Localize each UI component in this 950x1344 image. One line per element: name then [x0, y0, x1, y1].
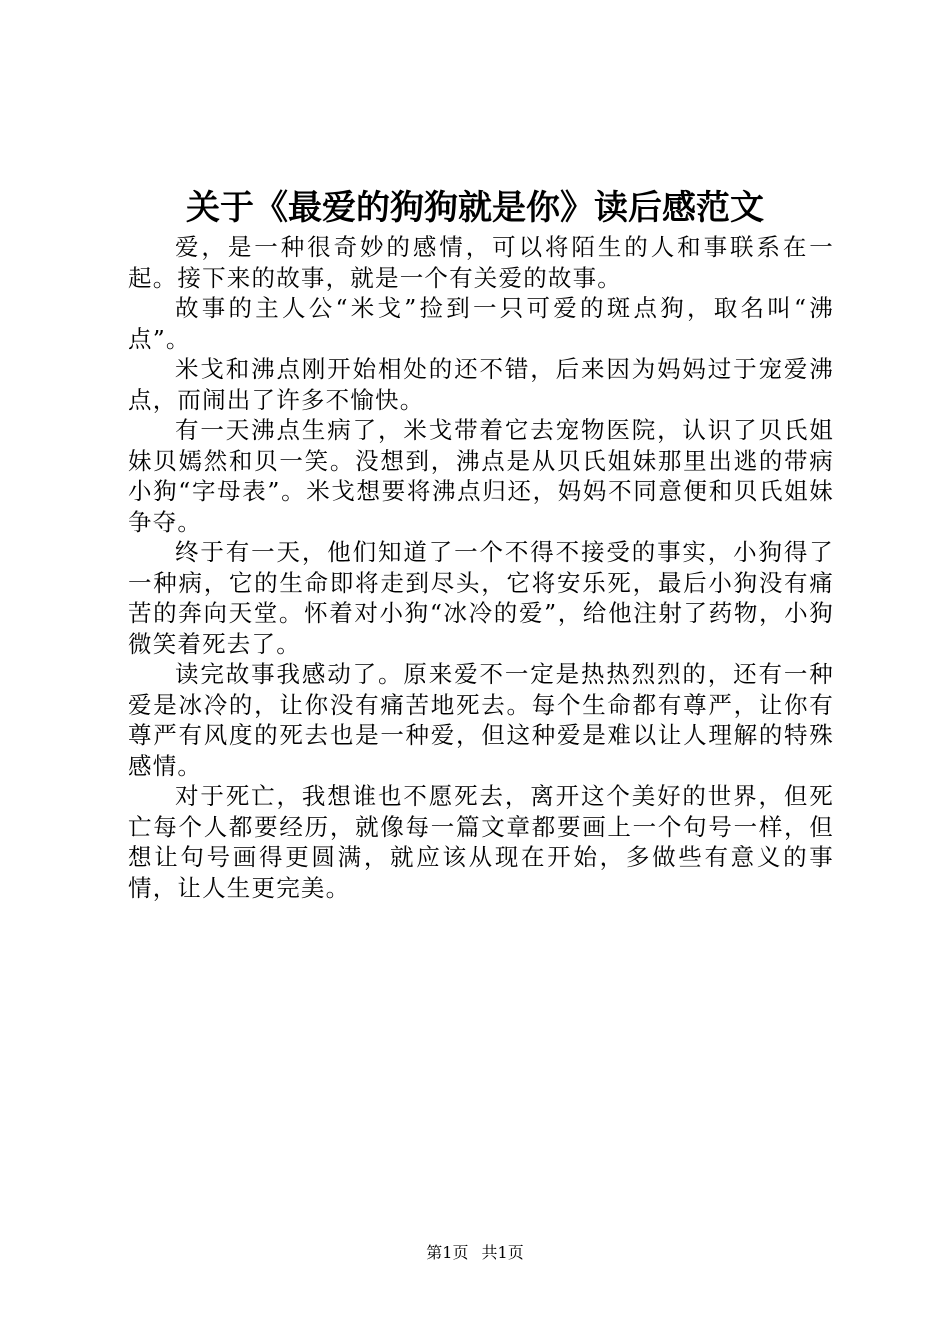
paragraph-7: 对于死亡，我想谁也不愿死去，离开这个美好的世界，但死亡每个人都要经历，就像每一篇文章都要画上一个句号一样，但想让句号画得更圆满，就应该从现在开始，多做些有意义的事情，让人生更完美。: [128, 782, 834, 902]
paragraph-3: 米戈和沸点刚开始相处的还不错，后来因为妈妈过于宠爱沸点，而闹出了许多不愉快。: [128, 355, 834, 414]
page-number-current: 第1页: [426, 1243, 469, 1262]
document-body: [128, 232, 834, 903]
paragraph-4: 有一天沸点生病了，米戈带着它去宠物医院，认识了贝氏姐妹贝嫣然和贝一笑。没想到，沸点是从贝氏姐妹那里出逃的带病小狗“字母表”。米戈想要将沸点归还，妈妈不同意便和贝氏姐妹争夺。: [128, 416, 834, 536]
page-footer: [0, 1243, 950, 1263]
paragraph-5: 终于有一天，他们知道了一个不得不接受的事实，小狗得了一种病，它的生命即将走到尽头，它将安乐死，最后小狗没有痛苦的奔向天堂。怀着对小狗“冰冷的爱”，给他注射了药物，小狗微笑着死去了。: [128, 538, 834, 658]
page-number-total: 共1页: [481, 1243, 524, 1262]
paragraph-2: 故事的主人公“米戈”捡到一只可爱的斑点狗，取名叫“沸点”。: [128, 294, 834, 353]
paragraph-1: 爱，是一种很奇妙的感情，可以将陌生的人和事联系在一起。接下来的故事，就是一个有关爱的故事。: [128, 233, 834, 292]
paragraph-6: 读完故事我感动了。原来爱不一定是热热烈烈的，还有一种爱是冰冷的，让你没有痛苦地死去。每个生命都有尊严，让你有尊严有风度的死去也是一种爱，但这种爱是难以让人理解的特殊感情。: [128, 660, 834, 780]
document-title: 关于《最爱的狗狗就是你》读后感范文: [186, 188, 764, 228]
